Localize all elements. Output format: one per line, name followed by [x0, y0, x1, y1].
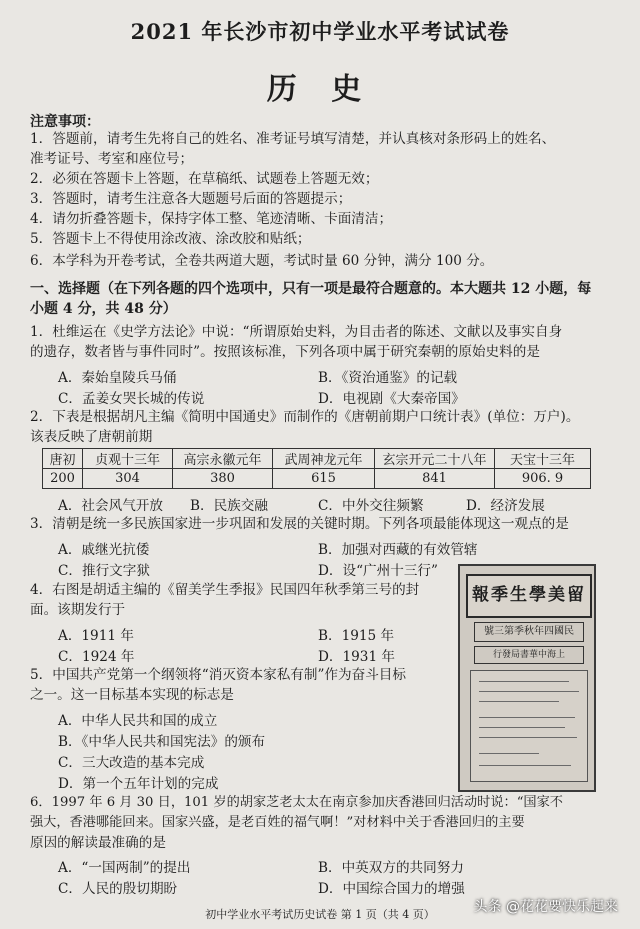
magazine-cover-image	[458, 564, 596, 792]
table-cell: 380	[173, 469, 273, 489]
option-a: A．社会风气开放	[58, 498, 163, 514]
question-stem: 3．清朝是统一多民族国家进一步巩固和发展的关键时期。下列各项最能体现这一观点的是	[30, 516, 569, 532]
option-c: C．孟姜女哭长城的传说	[58, 391, 205, 407]
option-d: D．中国综合国力的增强	[318, 881, 465, 897]
question-stem: 4．右图是胡适主编的《留美学生季报》民国四年秋季第三号的封	[30, 582, 420, 598]
option-b: B．加强对西藏的有效管辖	[318, 542, 478, 558]
notice-line: 准考证号、考室和座位号；	[30, 151, 194, 167]
watermark: 头条 @花花要快乐起来	[473, 899, 618, 915]
notice-line: 1．答题前，请考生先将自己的姓名、准考证号填写清楚，并认真核对条形码上的姓名、	[30, 131, 556, 147]
question-stem: 2．下表是根据胡凡主编《简明中国通史》而制作的《唐朝前期户口统计表》(单位：万户)。	[30, 409, 580, 425]
option-a: A．秦始皇陵兵马俑	[58, 370, 177, 386]
table-cell: 906. 9	[495, 469, 591, 489]
option-d: D．1931 年	[318, 649, 396, 665]
notice-line: 6．本学科为开卷考试，全卷共两道大题，考试时量 60 分钟，满分 100 分。	[30, 253, 494, 269]
option-c: C．三大改造的基本完成	[58, 755, 205, 771]
option-c: C．推行文字狱	[58, 563, 150, 579]
option-c: C．人民的殷切期盼	[58, 881, 178, 897]
notice-line: 5．答题卡上不得使用涂改液、涂改胶和贴纸；	[30, 231, 311, 247]
page-footer: 初中学业水平考试历史试卷 第 1 页（共 4 页）	[205, 908, 435, 921]
table-header-cell: 玄宗开元二十八年	[375, 449, 495, 469]
table-cell: 615	[273, 469, 375, 489]
option-c: C．1924 年	[58, 649, 135, 665]
option-a: A．中华人民共和国的成立	[58, 713, 218, 729]
question-stem: 强大，香港哪能回来。国家兴盛，是老百姓的福气啊！”对材料中关于香港回归的主要	[30, 815, 525, 830]
option-d: D．电视剧《大秦帝国》	[318, 391, 465, 407]
section-heading: 小题 4 分，共 48 分）	[30, 301, 177, 317]
option-c: C．中外交往频繁	[318, 498, 424, 514]
notice-heading: 注意事项：	[30, 114, 100, 130]
option-a: A．戚继光抗倭	[58, 542, 150, 558]
table-row	[43, 469, 591, 489]
table-header-cell: 唐初	[43, 449, 83, 469]
question-stem: 面。该期发行于	[30, 602, 126, 618]
notice-line: 4．请勿折叠答题卡，保持字体工整、笔迹清晰、卡面清洁；	[30, 211, 393, 227]
question-stem: 1．杜维运在《史学方法论》中说：“所谓原始史料，为目击者的陈述、文献以及事实自身	[30, 324, 563, 340]
question-stem: 该表反映了唐朝前期	[30, 429, 153, 445]
table-header-cell: 高宗永徽元年	[173, 449, 273, 469]
magazine-english-text	[470, 670, 588, 782]
magazine-issue: 號三第季秋年四國民	[474, 622, 584, 642]
option-b: B．民族交融	[190, 498, 268, 514]
question-stem: 6．1997 年 6 月 30 日，101 岁的胡家芝老太太在南京参加庆香港回归活动时说：“国家不	[30, 795, 563, 810]
notice-line: 3．答题时，请考生注意各大题题号后面的答题提示；	[30, 191, 352, 207]
section-heading: 一、选择题（在下列各题的四个选项中，只有一项是最符合题意的。本大题共 12 小题，每	[30, 281, 592, 297]
notice-line: 2．必须在答题卡上答题，在草稿纸、试题卷上答题无效；	[30, 171, 379, 187]
exam-title: 2021 年长沙市初中学业水平考试试卷	[130, 19, 510, 44]
option-a: A．“一国两制”的提出	[58, 860, 191, 876]
option-d: D．第一个五年计划的完成	[58, 776, 219, 792]
option-d: D．设“广州十三行”	[318, 563, 438, 579]
option-b: B．《中华人民共和国宪法》的颁布	[58, 734, 266, 750]
option-a: A．1911 年	[58, 628, 134, 644]
household-table	[42, 448, 591, 489]
subject-title: 历 史	[266, 72, 374, 107]
option-b: B．1915 年	[318, 628, 395, 644]
table-cell: 200	[43, 469, 83, 489]
option-b: B．《资治通鉴》的记载	[318, 370, 458, 386]
table-row	[43, 449, 591, 469]
option-b: B．中英双方的共同努力	[318, 860, 464, 876]
table-header-cell: 贞观十三年	[83, 449, 173, 469]
option-d: D．经济发展	[466, 498, 545, 514]
table-header-cell: 武周神龙元年	[273, 449, 375, 469]
question-stem: 的遗存，数者皆与事件同时”。按照该标准，下列各项中属于研究秦朝的原始史料的是	[30, 344, 540, 360]
magazine-title: 報季生學美留	[466, 574, 592, 618]
table-header-cell: 天宝十三年	[495, 449, 591, 469]
magazine-publisher: 行發局書華中海上	[474, 646, 584, 664]
table-cell: 304	[83, 469, 173, 489]
question-stem: 5．中国共产党第一个纲领将“消灭资本家私有制”作为奋斗目标	[30, 667, 406, 683]
question-stem: 之一。这一目标基本实现的标志是	[30, 687, 234, 703]
table-cell: 841	[375, 469, 495, 489]
question-stem: 原因的解读最准确的是	[30, 835, 166, 851]
